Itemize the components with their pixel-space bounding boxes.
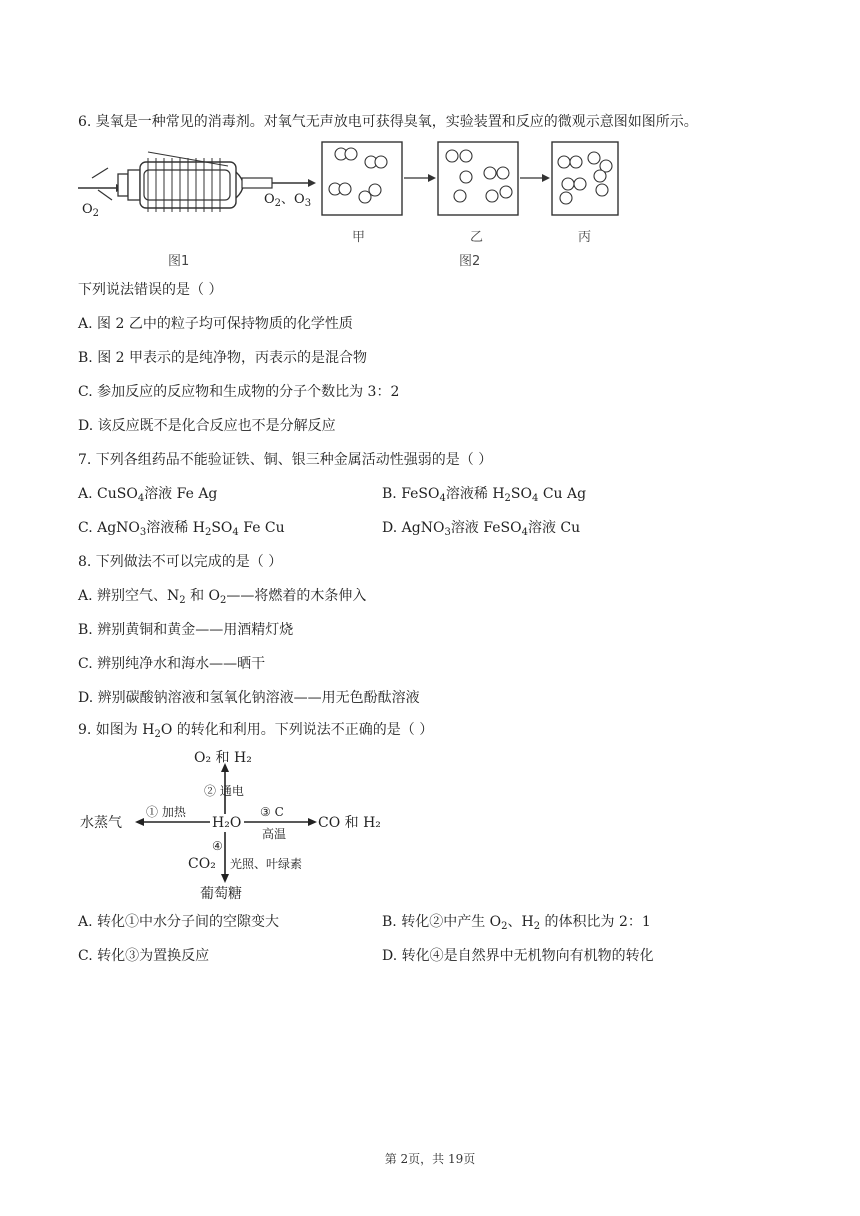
fig2-molecule-boxes <box>320 140 630 220</box>
diagram-top-product: O₂ 和 H₂ <box>194 750 252 766</box>
fig1-output-label: $O_2$、$O_3$ <box>264 192 312 209</box>
diagram-electrolysis-condition: ② 通电 <box>204 784 244 798</box>
diagram-carbon-condition: ③ C <box>260 805 284 819</box>
q7-stem: 7. 下列各组药品不能验证铁、铜、银三种金属活动性强弱的是（ ） <box>78 452 493 468</box>
q9-option-b: B. 转化②中产生 $O_2$、$H_2$ 的体积比为 2：1 <box>382 914 651 932</box>
diagram-heating-condition: ① 加热 <box>146 805 186 819</box>
q9-option-d: D. 转化④是自然界中无机物向有机物的转化 <box>382 948 654 964</box>
q7-option-a: A. CuSO$_4$溶液 Fe Ag <box>78 486 218 504</box>
fig2-label-bing: 丙 <box>578 230 592 245</box>
q9-water-conversion-diagram <box>78 748 408 904</box>
q8-option-a: A. 辨别空气、$N_2$ 和 $O_2——$将燃着的木条伸入 <box>78 588 367 606</box>
fig2-label-jia: 甲 <box>352 230 366 245</box>
q8-option-b: B. 辨别黄铜和黄金——用酒精灯烧 <box>78 622 294 638</box>
diagram-h2o-center: H₂O <box>212 815 242 831</box>
fig1-ozone-generator <box>78 148 318 226</box>
q6-option-d: D. 该反应既不是化合反应也不是分解反应 <box>78 418 336 434</box>
q6-option-c: C. 参加反应的反应物和生成物的分子个数比为 3：2 <box>78 384 400 400</box>
diagram-high-temp-condition: 高温 <box>262 827 287 841</box>
diagram-photosynthesis-number: ④ <box>212 839 223 853</box>
q7-option-b: B. FeSO$_4$溶液稀 $H_2SO_4$ Cu Ag <box>382 486 587 504</box>
q7-option-c: C. AgNO$_3$溶液稀 $H_2SO_4$ Fe Cu <box>78 520 285 538</box>
diagram-co-h2-product: CO 和 H₂ <box>318 815 381 831</box>
fig1-input-label: $O_2$ <box>82 202 100 219</box>
q9-option-c: C. 转化③为置换反应 <box>78 948 210 964</box>
q6-option-a: A. 图 2 乙中的粒子均可保持物质的化学性质 <box>78 316 353 332</box>
fig2-label-yi: 乙 <box>470 230 484 245</box>
q6-stem: 6. 臭氧是一种常见的消毒剂。对氧气无声放电可获得臭氧，实验装置和反应的微观示意图如图所示。 <box>78 114 698 130</box>
q9-stem: 9. 如图为 $H_2O$ 的转化和利用。下列说法不正确的是（ ） <box>78 722 434 740</box>
q8-option-c: C. 辨别纯净水和海水——晒干 <box>78 656 266 672</box>
diagram-co2-reactant: CO₂ <box>188 856 216 872</box>
q6-prompt: 下列说法错误的是（ ） <box>78 282 223 298</box>
diagram-water-vapor: 水蒸气 <box>80 815 122 831</box>
q8-stem: 8. 下列做法不可以完成的是（ ） <box>78 554 283 570</box>
page-footer: 第 2页，共 19页 <box>384 1152 476 1166</box>
fig2-caption: 图2 <box>459 254 481 269</box>
diagram-glucose-product: 葡萄糖 <box>200 886 242 902</box>
fig1-caption: 图1 <box>168 254 190 269</box>
diagram-photosynthesis-condition: 光照、叶绿素 <box>230 857 303 871</box>
q6-option-b: B. 图 2 甲表示的是纯净物，丙表示的是混合物 <box>78 350 367 366</box>
q9-option-a: A. 转化①中水分子间的空隙变大 <box>78 914 280 930</box>
q8-option-d: D. 辨别碳酸钠溶液和氢氧化钠溶液——用无色酚酞溶液 <box>78 690 420 706</box>
q7-option-d: D. AgNO$_3$溶液 FeSO$_4$溶液 Cu <box>382 520 581 538</box>
